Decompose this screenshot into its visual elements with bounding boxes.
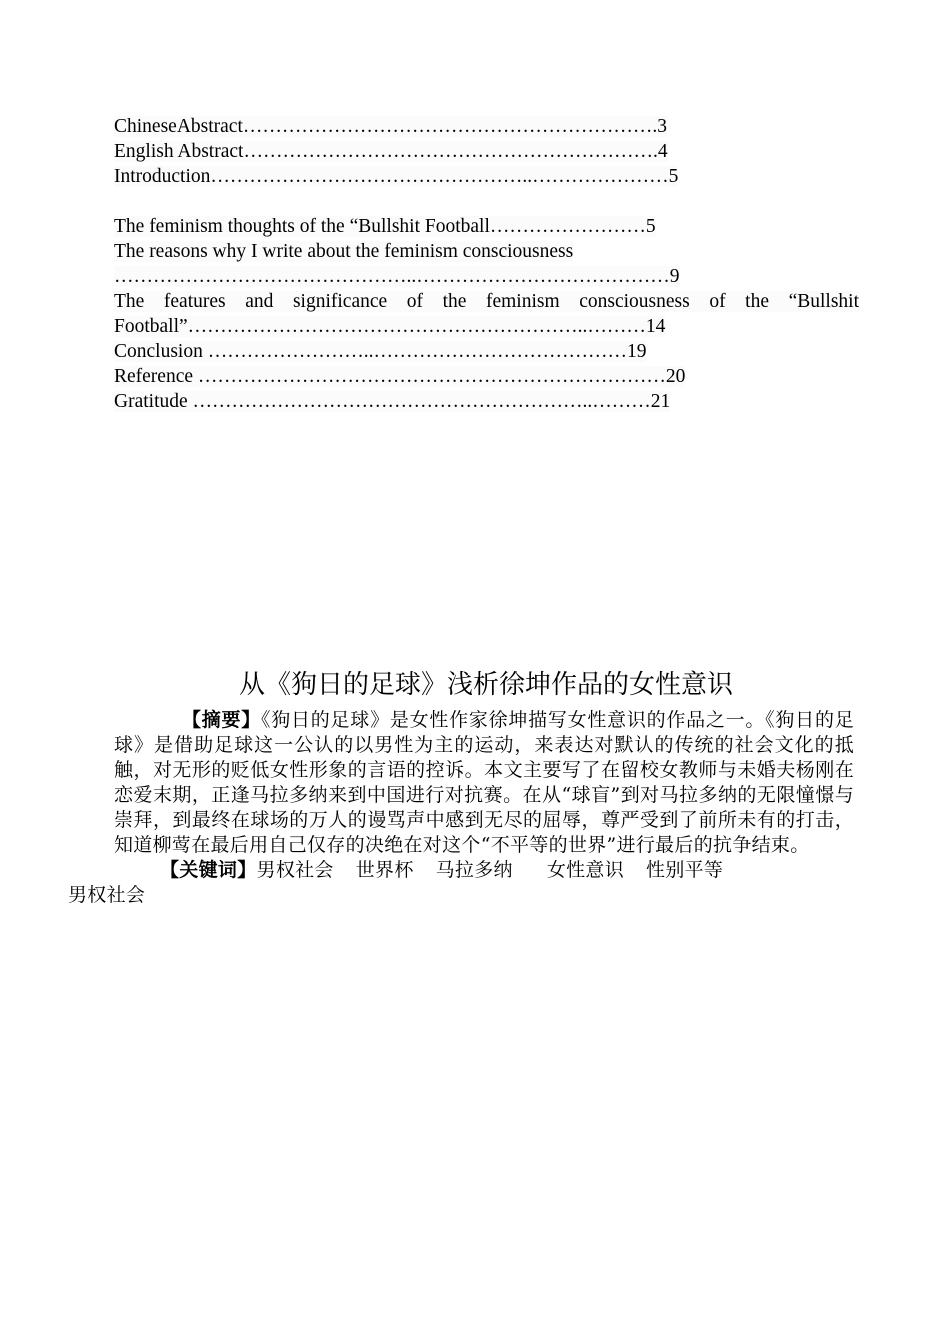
keyword: 马拉多纳 [435, 859, 513, 881]
keyword: 男权社会 [256, 859, 334, 881]
keyword: 性别平等 [646, 859, 724, 881]
paper-title: 从《狗日的足球》浅析徐坤作品的女性意识 [238, 670, 733, 700]
toc-entry-reasons-leader[interactable]: ………………………………………..…………………………………9 [114, 266, 680, 287]
abstract-label: 【摘要】 [182, 709, 262, 731]
toc-entry-features[interactable]: The features and significance of the feminism consciousness of the “Bullshit Football”……………………………………………………..………14 [114, 291, 859, 337]
abstract-body: 《狗日的足球》是女性作家徐坤描写女性意识的作品之一。《狗日的足球》是借助足球这一公认的以男性为主的运动，来表达对默认的传统的社会文化的抵触，对无形的贬低女性形象的言语的控诉。本文主要写了在留校女教师与未婚夫杨刚在恋爱末期，正逢马拉多纳来到中国进行对抗赛。在从“球盲”到对马拉多纳的无限憧憬与崇拜，到最终在球场的万人的谩骂声中感到无尽的屈辱，尊严受到了前所未有的打击，知道柳莺在最后用自己仅存的决绝在对这个“不平等的世界”进行最后的抗争结束。 [114, 709, 854, 856]
abstract-paragraph [114, 708, 854, 858]
abstract-section [68, 708, 854, 908]
toc-entry-feminism-thoughts[interactable]: The feminism thoughts of the “Bullshit Football……………………5 [114, 216, 656, 237]
keyword: 女性意识 [546, 859, 625, 881]
toc-entry-english-abstract[interactable]: English Abstract……………………………………………………….4 [114, 141, 668, 162]
keyword: 世界杯 [355, 859, 414, 881]
toc-entry-gratitude[interactable]: Gratitude ……………………………………………………..………21 [114, 391, 671, 412]
toc-entry-conclusion[interactable]: Conclusion ……………………..…………………………………19 [114, 341, 647, 362]
toc-entry-reasons[interactable]: The reasons why I write about the feminism consciousness [114, 241, 574, 262]
keyword: 男权社会 [68, 884, 146, 906]
toc-entry-chinese-abstract[interactable]: ChineseAbstract……………………………………………………….3 [114, 116, 668, 137]
toc-entry-introduction[interactable]: Introduction…………………………………………..…………………5 [114, 166, 679, 187]
table-of-contents [114, 114, 859, 414]
toc-entry-reference[interactable]: Reference ………………………………………………………………20 [114, 366, 686, 387]
keywords-paragraph [68, 858, 854, 908]
toc-blank-line [114, 189, 859, 214]
keywords-label: 【关键词】 [160, 859, 257, 881]
